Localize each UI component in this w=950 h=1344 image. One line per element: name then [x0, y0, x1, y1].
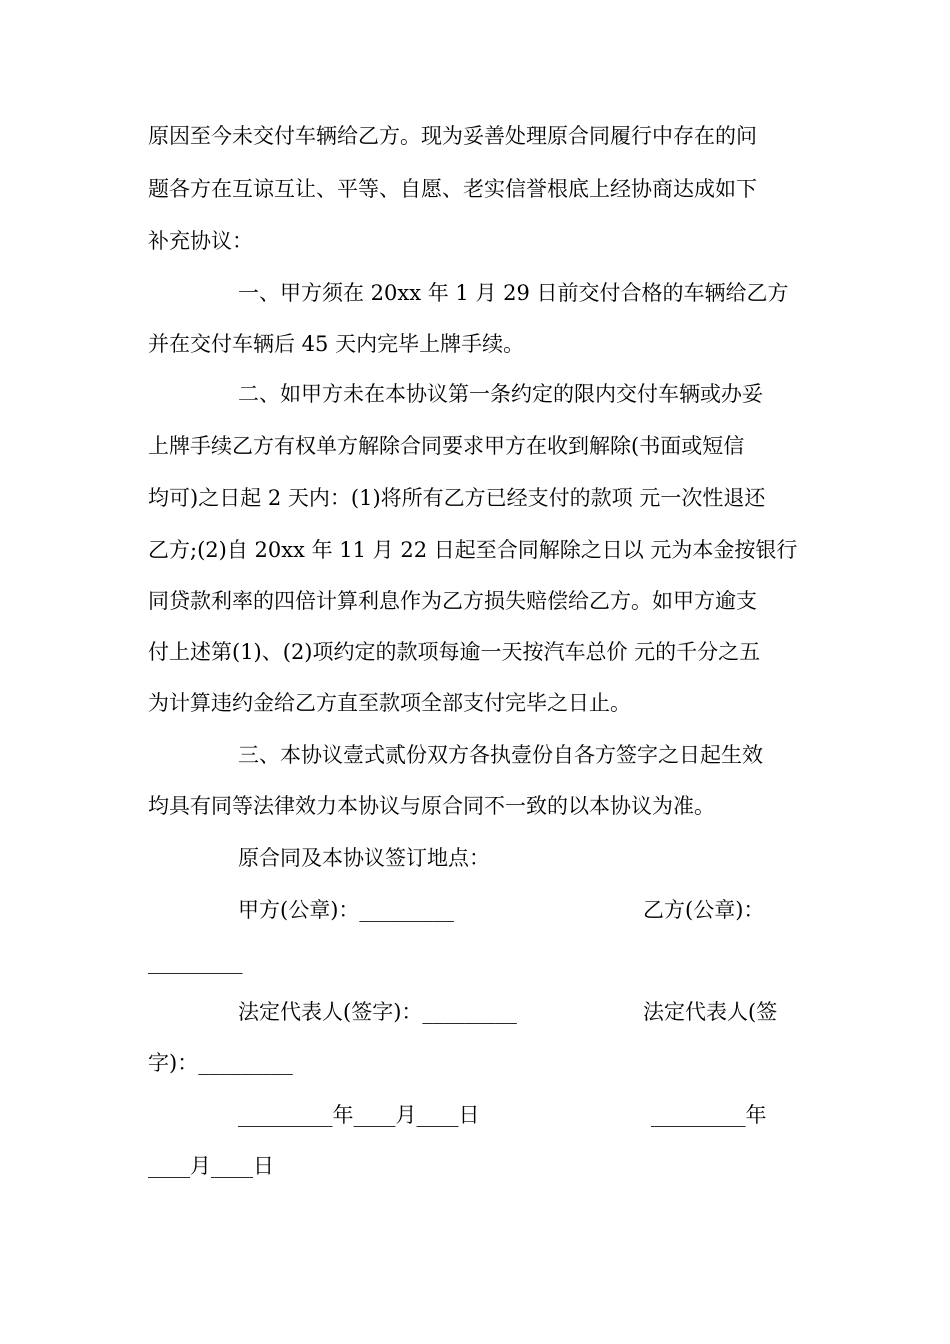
- party-b-date-field: _________年: [651, 1103, 767, 1127]
- text-line: 原因至今未交付车辆给乙方。现为妥善处理原合同履行中存在的问: [148, 124, 757, 148]
- signing-location-label: 原合同及本协议签订地点：: [238, 846, 490, 870]
- text-line: 补充协议：: [148, 229, 253, 253]
- party-b-representative-field: 法定代表人(签: [643, 1000, 778, 1024]
- text-line: 付上述第(1)、(2)项约定的款项每逾一天按汽车总价 元的千分之五: [148, 640, 761, 664]
- party-a-representative-field: 法定代表人(签字)：_________: [238, 1000, 517, 1024]
- clause-2-line: 二、如甲方未在本协议第一条约定的限内交付车辆或办妥: [238, 382, 763, 406]
- party-b-seal-blank: _________: [148, 950, 243, 974]
- text-line: 上牌手续乙方有权单方解除合同要求甲方在收到解除(书面或短信: [148, 434, 745, 458]
- text-line: 均具有同等法律效力本协议与原合同不一致的以本协议为准。: [148, 794, 715, 818]
- clause-1-line: 一、甲方须在 20xx 年 1 月 29 日前交付合格的车辆给乙方: [238, 281, 789, 305]
- text-line: 题各方在互谅互让、平等、自愿、老实信誉根底上经协商达成如下: [148, 177, 757, 201]
- text-line: 乙方;(2)自 20xx 年 11 月 22 日起至合同解除之日以 元为本金按银行: [148, 538, 798, 562]
- party-a-seal-field: 甲方(公章)：_________: [238, 898, 454, 922]
- party-b-representative-blank: 字)：_________: [148, 1051, 293, 1075]
- clause-3-line: 三、本协议壹式贰份双方各执壹份自各方签字之日起生效: [238, 743, 763, 767]
- party-a-date-field: _________年____月____日: [238, 1103, 480, 1127]
- text-line: 并在交付车辆后 45 天内完毕上牌手续。: [148, 332, 525, 356]
- text-line: 均可)之日起 2 天内：(1)将所有乙方已经支付的款项 元一次性退还: [148, 486, 766, 510]
- text-line: 为计算违约金给乙方直至款项全部支付完毕之日止。: [148, 691, 631, 715]
- party-b-date-cont: ____月____日: [148, 1154, 274, 1178]
- text-line: 同贷款利率的四倍计算利息作为乙方损失赔偿给乙方。如甲方逾支: [148, 589, 757, 613]
- party-b-seal-field: 乙方(公章)：: [643, 898, 765, 922]
